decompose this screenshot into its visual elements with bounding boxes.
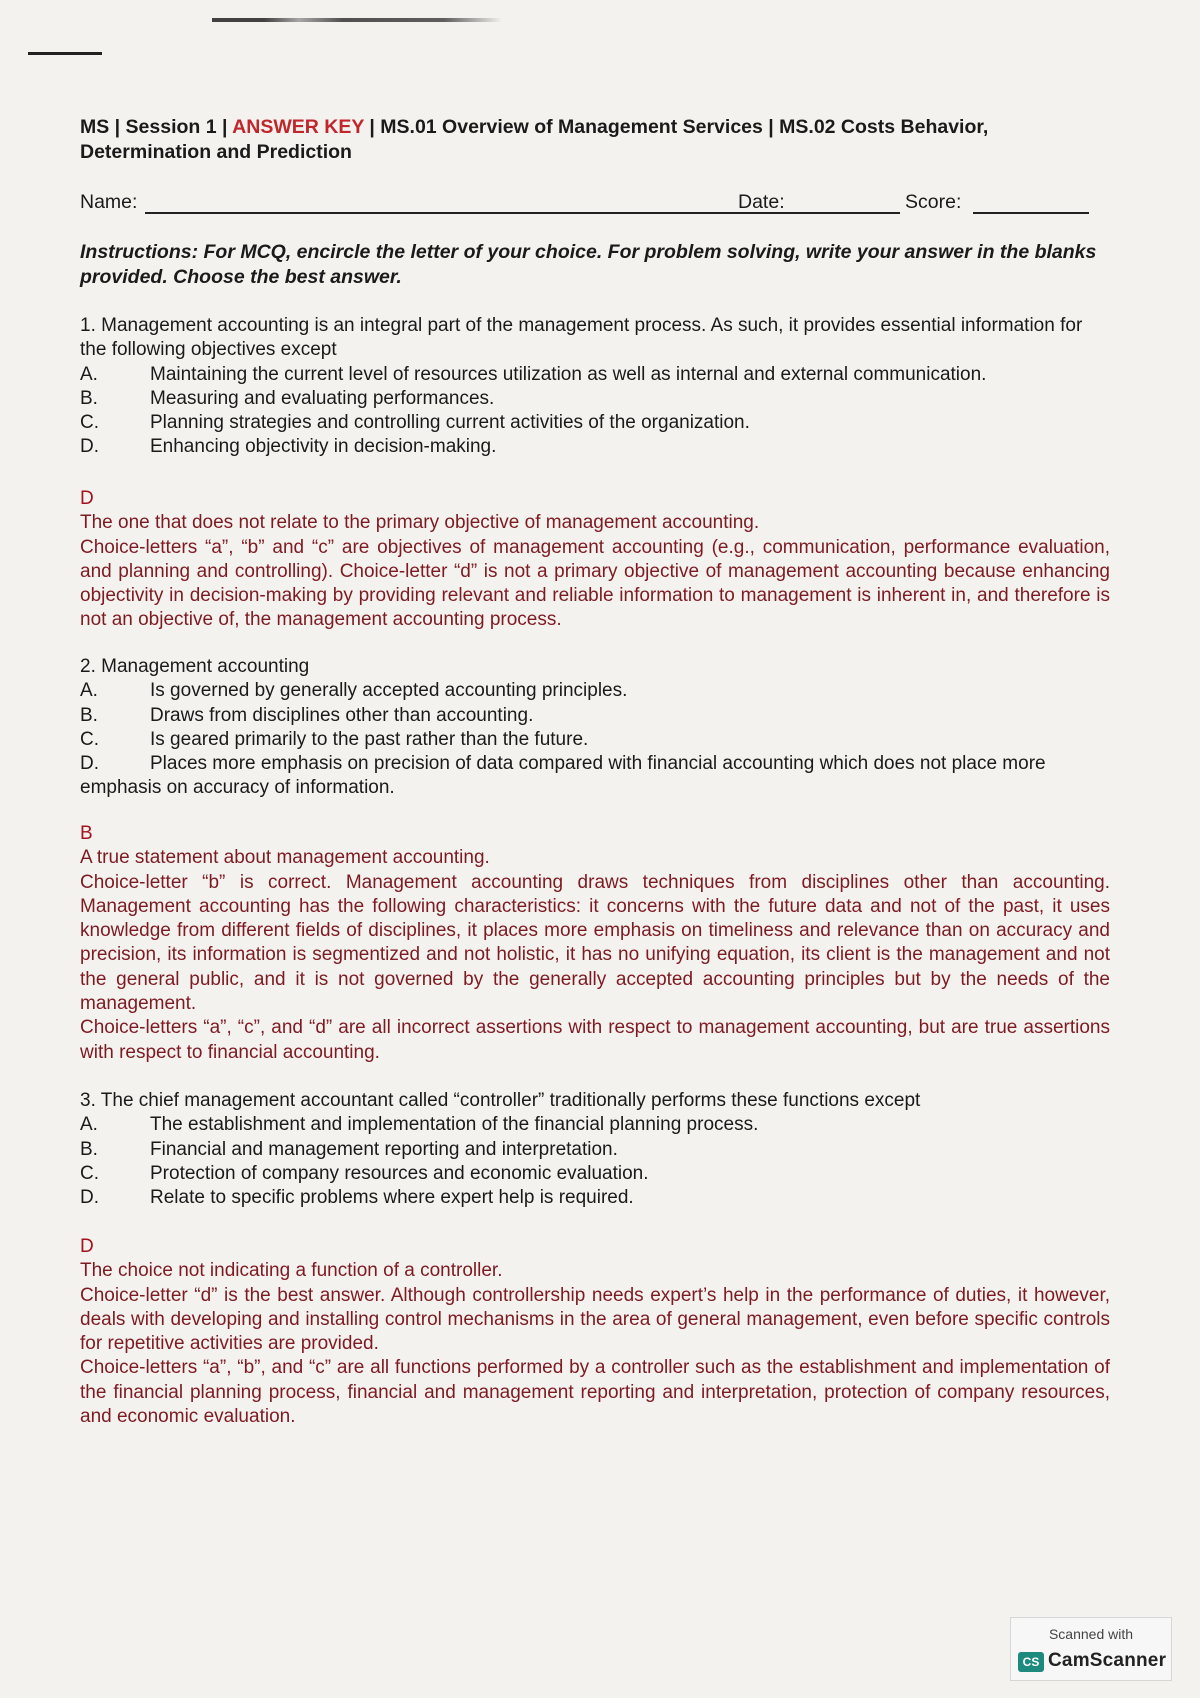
answer-explanation: Choice-letters “a”, “c”, and “d” are all incorrect assertions with respect to management accounting, but are true assertions with respect to financial accounting. <box>80 1017 1110 1063</box>
answer-key-label: ANSWER KEY <box>232 116 364 138</box>
name-label: Name: <box>80 191 138 213</box>
answer-explanation: A true statement about management accounting. <box>80 847 490 869</box>
score-blank[interactable] <box>973 212 1089 214</box>
option-a[interactable]: A. Is governed by generally accepted accounting principles. <box>80 680 628 702</box>
name-blank[interactable] <box>145 212 808 214</box>
option-b[interactable]: B. Measuring and evaluating performances. <box>80 387 495 409</box>
question-2 <box>80 655 1110 801</box>
document-header <box>80 115 1120 165</box>
option-b[interactable]: B. Draws from disciplines other than accounting. <box>80 704 534 726</box>
option-d[interactable]: D. Enhancing objectivity in decision-making. <box>80 436 497 458</box>
answer-1 <box>80 487 1110 633</box>
answer-explanation: Choice-letter “d” is the best answer. Although controllership needs expert’s help in the performance of duties, it however, deals with developing and installing control mechanisms in the area of general management, even before specific controls for repetitive activities are provided. <box>80 1284 1110 1355</box>
option-d[interactable]: D. Places more emphasis on precision of data compared with financial accounting which does not place more emphasis on accuracy of information. <box>80 753 1046 799</box>
answer-explanation: Choice-letter “b” is correct. Management accounting draws techniques from disciplines other than accounting. Management accounting has the following characteristics: it concerns with the future data and not of the past, it uses knowledge from different fields of disciplines, it places more emphasis on timeliness and relevance than on accuracy and precision, its information is segmentized and not holistic, it has no unifying equation, its client is the management and not the general public, and it is not governed by the generally accepted accounting principles but by the needs of the management. <box>80 871 1110 1015</box>
option-a[interactable]: A. The establishment and implementation of the financial planning process. <box>80 1114 759 1136</box>
answer-explanation: The one that does not relate to the primary objective of management accounting. <box>80 512 760 534</box>
question-3 <box>80 1089 1110 1210</box>
scan-artifact-line <box>28 52 102 55</box>
header-prefix: MS | Session 1 | <box>80 116 233 138</box>
camscanner-watermark <box>1010 1617 1172 1681</box>
question-stem: 1. Management accounting is an integral part of the management process. As such, it provides essential information for the following objectives except <box>80 315 1083 361</box>
option-d[interactable]: D. Relate to specific problems where expert help is required. <box>80 1187 634 1209</box>
question-stem: 2. Management accounting <box>80 656 310 677</box>
question-1 <box>80 314 1110 460</box>
answer-2 <box>80 822 1110 1065</box>
answer-explanation: Choice-letters “a”, “b” and “c” are objectives of management accounting (e.g., communication, performance evaluation, and planning and controlling). Choice-letter “d” is not a primary objective of management accounting because enhancing objectivity in decision-making by providing relevant and reliable information to management is inherent in, and therefore is not an objective of, the management accounting process. <box>80 536 1110 631</box>
instructions: Instructions: For MCQ, encircle the letter of your choice. For problem solving, write your answer in the blanks provided. Choose the best answer. <box>80 241 1097 288</box>
scan-artifact-line <box>212 18 502 22</box>
answer-3 <box>80 1235 1110 1429</box>
header-suffix: | MS.01 Overview of Management Services | MS.02 Costs Behavior, Determination and Prediction <box>80 116 989 163</box>
camscanner-logo-icon: CS <box>1018 1652 1044 1672</box>
option-c[interactable]: C. Protection of company resources and economic evaluation. <box>80 1162 649 1184</box>
question-stem: 3. The chief management accountant called “controller” traditionally performs these functions except <box>80 1090 921 1111</box>
option-a[interactable]: A. Maintaining the current level of resources utilization as well as internal and external communication. <box>80 363 987 385</box>
answer-letter: D <box>80 488 94 509</box>
option-c[interactable]: C. Is geared primarily to the past rather than the future. <box>80 728 589 750</box>
date-label: Date: <box>738 191 785 213</box>
answer-letter: B <box>80 823 93 844</box>
option-b[interactable]: B. Financial and management reporting and interpretation. <box>80 1138 618 1160</box>
camscanner-brand: CamScanner <box>1048 1650 1167 1671</box>
student-info-row <box>80 191 1100 217</box>
date-blank[interactable] <box>794 212 900 214</box>
answer-explanation: Choice-letters “a”, “b”, and “c” are all functions performed by a controller such as the establishment and implementation of the financial planning process, financial and management reporting and interpretation, protection of company resources, and economic evaluation. <box>80 1357 1110 1428</box>
option-c[interactable]: C. Planning strategies and controlling current activities of the organization. <box>80 412 750 434</box>
score-label: Score: <box>905 191 962 213</box>
answer-letter: D <box>80 1236 94 1257</box>
scanned-with-text: Scanned with <box>1048 1626 1134 1642</box>
answer-explanation: The choice not indicating a function of a controller. <box>80 1260 503 1282</box>
